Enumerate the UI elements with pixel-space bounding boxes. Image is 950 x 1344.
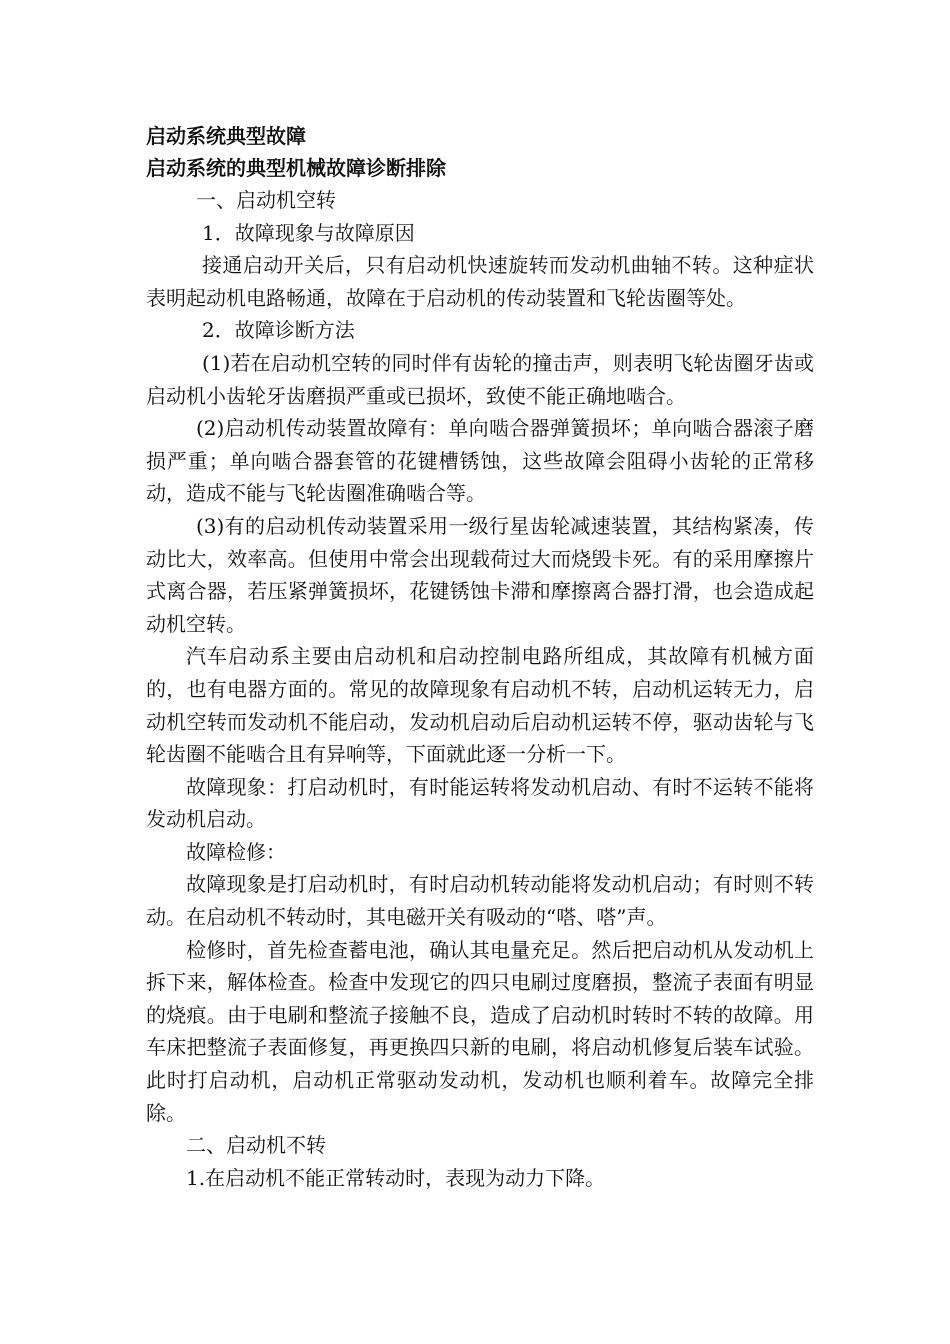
document-body <box>146 120 814 1194</box>
item-heading-diagnosis: 2．故障诊断方法 <box>202 318 355 343</box>
paragraph-diagnosis-1: (1)若在启动机空转的同时伴有齿轮的撞击声，则表明飞轮齿圈牙齿或启动机小齿轮牙齿磨损严重或已损坏，致使不能正确地啮合。 <box>146 350 814 408</box>
section-heading-idle: 一、启动机空转 <box>196 188 336 212</box>
paragraph-repair-label: 故障检修： <box>186 839 286 864</box>
paragraph-repair-2: 检修时，首先检查蓄电池，确认其电量充足。然后把启动机从发动机上拆下来，解体检查。检查中发现它的四只电刷过度磨损，整流子表面有明显的烧痕。由于电刷和整流子接触不良，造成了启动机时转时不转的故障。用车床把整流子表面修复，再更换四只新的电刷，将启动机修复后装车试验。此时打启动机，启动机正常驱动发动机，发动机也顺利着车。故障完全排除。 <box>146 937 814 1125</box>
section-heading-no-turn: 二、启动机不转 <box>186 1133 326 1158</box>
paragraph-symptom: 故障现象：打启动机时，有时能运转将发动机启动、有时不运转不能将发动机启动。 <box>146 774 814 832</box>
paragraph-no-turn-1: 1.在启动机不能正常转动时，表现为动力下降。 <box>186 1165 606 1190</box>
document-subtitle: 启动系统的典型机械故障诊断排除 <box>146 156 446 180</box>
document-title: 启动系统典型故障 <box>146 124 306 148</box>
paragraph-repair-1: 故障现象是打启动机时，有时启动机转动能将发动机启动；有时则不转动。在启动机不转动时，其电磁开关有吸动的“嗒、嗒”声。 <box>146 872 814 930</box>
paragraph-overview: 汽车启动系主要由启动机和启动控制电路所组成，其故障有机械方面的，也有电器方面的。常见的故障现象有启动机不转，启动机运转无力，启动机空转而发动机不能启动，发动机启动后启动机运转不停，驱动齿轮与飞轮齿圈不能啮合且有异响等，下面就此逐一分析一下。 <box>146 644 814 767</box>
paragraph-diagnosis-2: (2)启动机传动装置故障有：单向啮合器弹簧损坏；单向啮合器滚子磨损严重；单向啮合器套管的花键槽锈蚀，这些故障会阻碍小齿轮的正常移动，造成不能与飞轮齿圈准确啮合等。 <box>146 416 814 506</box>
item-heading-cause: 1．故障现象与故障原因 <box>202 220 415 245</box>
paragraph-diagnosis-3: (3)有的启动机传动装置采用一级行星齿轮减速装置，其结构紧凑，传动比大，效率高。但使用中常会出现载荷过大而烧毁卡死。有的采用摩擦片式离合器，若压紧弹簧损坏，花键锈蚀卡滞和摩擦离合器打滑，也会造成起动机空转。 <box>146 513 814 636</box>
paragraph-cause: 接通启动开关后，只有启动机快速旋转而发动机曲轴不转。这种症状表明起动机电路畅通，故障在于启动机的传动装置和飞轮齿圈等处。 <box>146 253 814 310</box>
